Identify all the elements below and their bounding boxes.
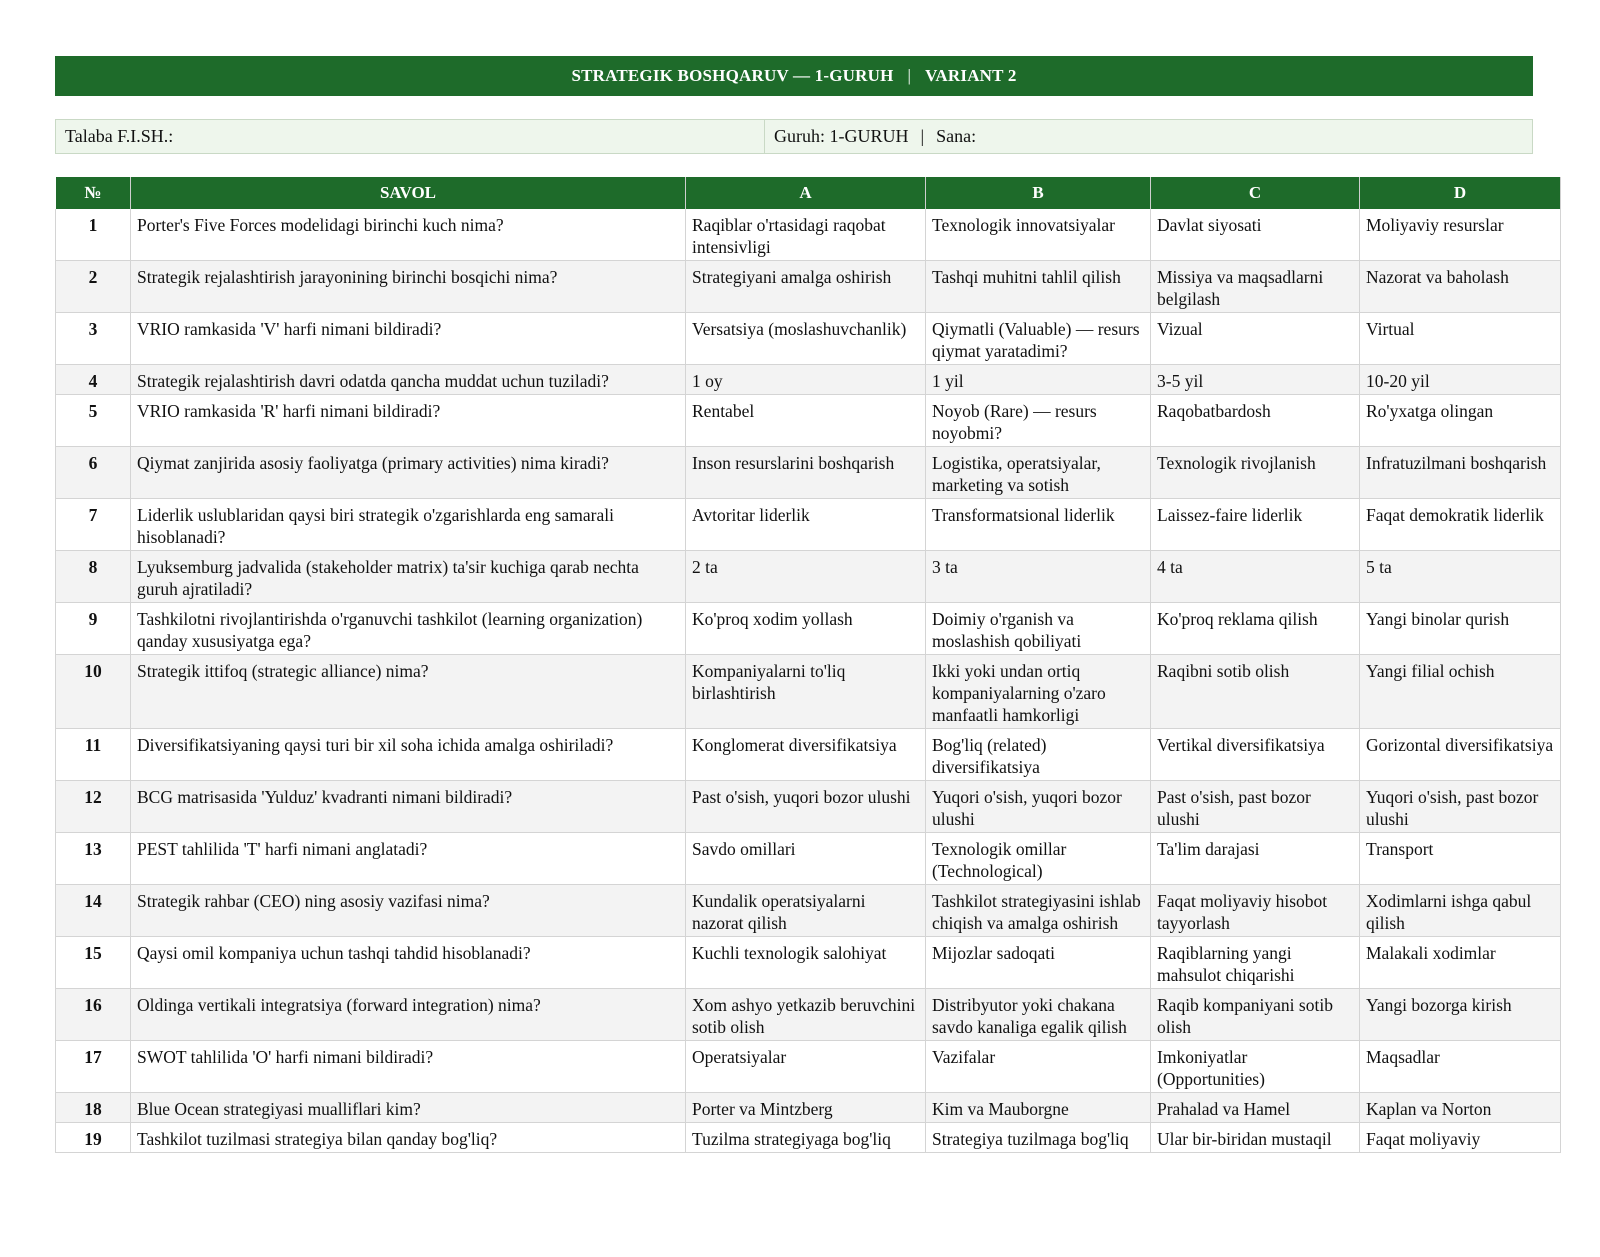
option-d: Yangi binolar qurish <box>1360 603 1561 655</box>
option-d: Kaplan va Norton <box>1360 1093 1561 1123</box>
option-c: Ko'proq reklama qilish <box>1151 603 1360 655</box>
option-d: 5 ta <box>1360 551 1561 603</box>
column-header-number: № <box>56 177 131 209</box>
question-text: Liderlik uslublaridan qaysi biri strategik o'zgarishlarda eng samarali hisoblanadi? <box>131 499 686 551</box>
question-text: SWOT tahlilida 'O' harfi nimani bildiradi? <box>131 1041 686 1093</box>
title-separator: | <box>907 66 912 85</box>
table-row <box>56 313 1561 365</box>
question-text: Strategik ittifoq (strategic alliance) nima? <box>131 655 686 729</box>
table-header-row <box>56 177 1561 209</box>
question-text: Qiymat zanjirida asosiy faoliyatga (primary activities) nima kiradi? <box>131 447 686 499</box>
document-title-bar <box>55 56 1533 96</box>
option-a: Savdo omillari <box>686 833 926 885</box>
table-row <box>56 499 1561 551</box>
date-label: Sana: <box>936 126 977 146</box>
question-number: 10 <box>56 655 131 729</box>
option-a: Past o'sish, yuqori bozor ulushi <box>686 781 926 833</box>
option-a: Xom ashyo yetkazib beruvchini sotib olish <box>686 989 926 1041</box>
question-text: Lyuksemburg jadvalida (stakeholder matrix) ta'sir kuchiga qarab nechta guruh ajratiladi? <box>131 551 686 603</box>
option-c: Missiya va maqsadlarni belgilash <box>1151 261 1360 313</box>
student-name-label: Talaba F.I.SH.: <box>65 126 174 146</box>
option-d: Gorizontal diversifikatsiya <box>1360 729 1561 781</box>
group-date-field <box>765 120 1532 153</box>
question-text: Strategik rejalashtirish jarayonining birinchi bosqichi nima? <box>131 261 686 313</box>
option-b: Transformatsional liderlik <box>926 499 1151 551</box>
option-d: Xodimlarni ishga qabul qilish <box>1360 885 1561 937</box>
question-number: 12 <box>56 781 131 833</box>
column-header-b: B <box>926 177 1151 209</box>
option-b: Bog'liq (related) diversifikatsiya <box>926 729 1151 781</box>
question-number: 7 <box>56 499 131 551</box>
table-row <box>56 1093 1561 1123</box>
column-header-a: A <box>686 177 926 209</box>
option-b: Distribyutor yoki chakana savdo kanaliga egalik qilish <box>926 989 1151 1041</box>
option-b: Ikki yoki undan ortiq kompaniyalarning o'zaro manfaatli hamkorligi <box>926 655 1151 729</box>
option-a: 2 ta <box>686 551 926 603</box>
option-c: Vizual <box>1151 313 1360 365</box>
option-c: Faqat moliyaviy hisobot tayyorlash <box>1151 885 1360 937</box>
table-row <box>56 885 1561 937</box>
option-c: Past o'sish, past bozor ulushi <box>1151 781 1360 833</box>
question-number: 16 <box>56 989 131 1041</box>
option-b: Mijozlar sadoqati <box>926 937 1151 989</box>
table-row <box>56 989 1561 1041</box>
option-b: Vazifalar <box>926 1041 1151 1093</box>
option-c: Raqiblarning yangi mahsulot chiqarishi <box>1151 937 1360 989</box>
question-text: Porter's Five Forces modelidagi birinchi kuch nima? <box>131 209 686 261</box>
option-b: Yuqori o'sish, yuqori bozor ulushi <box>926 781 1151 833</box>
option-b: Doimiy o'rganish va moslashish qobiliyati <box>926 603 1151 655</box>
option-d: Yangi filial ochish <box>1360 655 1561 729</box>
option-b: Logistika, operatsiyalar, marketing va sotish <box>926 447 1151 499</box>
option-b: Tashqi muhitni tahlil qilish <box>926 261 1151 313</box>
option-a: 1 oy <box>686 365 926 395</box>
option-c: Raqibni sotib olish <box>1151 655 1360 729</box>
question-number: 19 <box>56 1123 131 1153</box>
option-a: Raqiblar o'rtasidagi raqobat intensivligi <box>686 209 926 261</box>
question-number: 18 <box>56 1093 131 1123</box>
option-c: Ta'lim darajasi <box>1151 833 1360 885</box>
option-d: 10-20 yil <box>1360 365 1561 395</box>
question-number: 15 <box>56 937 131 989</box>
table-row <box>56 365 1561 395</box>
question-text: VRIO ramkasida 'V' harfi nimani bildiradi? <box>131 313 686 365</box>
question-text: Tashkilotni rivojlantirishda o'rganuvchi tashkilot (learning organization) qanday xususiyatga ega? <box>131 603 686 655</box>
option-c: Ular bir-biridan mustaqil <box>1151 1123 1360 1153</box>
question-number: 1 <box>56 209 131 261</box>
option-a: Operatsiyalar <box>686 1041 926 1093</box>
question-number: 17 <box>56 1041 131 1093</box>
question-text: BCG matrisasida 'Yulduz' kvadranti nimani bildiradi? <box>131 781 686 833</box>
table-row <box>56 1041 1561 1093</box>
option-d: Moliyaviy resurslar <box>1360 209 1561 261</box>
table-row <box>56 1123 1561 1153</box>
table-body <box>56 209 1561 1153</box>
document-title: STRATEGIK BOSHQARUV — 1-GURUH <box>571 66 894 85</box>
table-row <box>56 447 1561 499</box>
option-b: 3 ta <box>926 551 1151 603</box>
question-number: 11 <box>56 729 131 781</box>
option-d: Yangi bozorga kirish <box>1360 989 1561 1041</box>
option-b: Noyob (Rare) — resurs noyobmi? <box>926 395 1151 447</box>
question-text: Qaysi omil kompaniya uchun tashqi tahdid hisoblanadi? <box>131 937 686 989</box>
option-c: Raqib kompaniyani sotib olish <box>1151 989 1360 1041</box>
option-c: Vertikal diversifikatsiya <box>1151 729 1360 781</box>
option-a: Porter va Mintzberg <box>686 1093 926 1123</box>
option-c: 3-5 yil <box>1151 365 1360 395</box>
question-text: Strategik rejalashtirish davri odatda qancha muddat uchun tuziladi? <box>131 365 686 395</box>
option-b: Texnologik omillar (Technological) <box>926 833 1151 885</box>
option-a: Strategiyani amalga oshirish <box>686 261 926 313</box>
question-text: Tashkilot tuzilmasi strategiya bilan qanday bog'liq? <box>131 1123 686 1153</box>
option-a: Konglomerat diversifikatsiya <box>686 729 926 781</box>
table-row <box>56 937 1561 989</box>
column-header-question: SAVOL <box>131 177 686 209</box>
option-d: Faqat demokratik liderlik <box>1360 499 1561 551</box>
student-info-row <box>55 119 1533 154</box>
table-row <box>56 781 1561 833</box>
option-c: Imkoniyatlar (Opportunities) <box>1151 1041 1360 1093</box>
info-separator: | <box>920 126 925 146</box>
column-header-d: D <box>1360 177 1561 209</box>
option-d: Yuqori o'sish, past bozor ulushi <box>1360 781 1561 833</box>
question-text: PEST tahlilida 'T' harfi nimani anglatadi? <box>131 833 686 885</box>
question-text: Strategik rahbar (CEO) ning asosiy vazifasi nima? <box>131 885 686 937</box>
option-d: Nazorat va baholash <box>1360 261 1561 313</box>
option-a: Versatsiya (moslashuvchanlik) <box>686 313 926 365</box>
question-number: 8 <box>56 551 131 603</box>
column-header-c: C <box>1151 177 1360 209</box>
option-b: Qiymatli (Valuable) — resurs qiymat yaratadimi? <box>926 313 1151 365</box>
question-number: 6 <box>56 447 131 499</box>
question-text: Diversifikatsiyaning qaysi turi bir xil soha ichida amalga oshiriladi? <box>131 729 686 781</box>
option-d: Transport <box>1360 833 1561 885</box>
table-row <box>56 603 1561 655</box>
quiz-table <box>55 177 1561 1153</box>
question-text: Oldinga vertikali integratsiya (forward integration) nima? <box>131 989 686 1041</box>
variant-label: VARIANT 2 <box>925 66 1017 85</box>
option-a: Kundalik operatsiyalarni nazorat qilish <box>686 885 926 937</box>
table-row <box>56 395 1561 447</box>
option-b: Kim va Mauborgne <box>926 1093 1151 1123</box>
option-b: Tashkilot strategiyasini ishlab chiqish va amalga oshirish <box>926 885 1151 937</box>
option-d: Faqat moliyaviy <box>1360 1123 1561 1153</box>
option-a: Ko'proq xodim yollash <box>686 603 926 655</box>
option-a: Inson resurslarini boshqarish <box>686 447 926 499</box>
question-number: 3 <box>56 313 131 365</box>
question-text: Blue Ocean strategiyasi mualliflari kim? <box>131 1093 686 1123</box>
table-row <box>56 261 1561 313</box>
option-d: Malakali xodimlar <box>1360 937 1561 989</box>
option-a: Rentabel <box>686 395 926 447</box>
option-c: Raqobatbardosh <box>1151 395 1360 447</box>
table-row <box>56 729 1561 781</box>
question-number: 13 <box>56 833 131 885</box>
table-row <box>56 833 1561 885</box>
option-b: Strategiya tuzilmaga bog'liq <box>926 1123 1151 1153</box>
option-d: Maqsadlar <box>1360 1041 1561 1093</box>
table-row <box>56 551 1561 603</box>
question-number: 9 <box>56 603 131 655</box>
option-a: Kuchli texnologik salohiyat <box>686 937 926 989</box>
question-number: 14 <box>56 885 131 937</box>
question-number: 4 <box>56 365 131 395</box>
table-row <box>56 209 1561 261</box>
option-d: Infratuzilmani boshqarish <box>1360 447 1561 499</box>
question-number: 2 <box>56 261 131 313</box>
option-a: Tuzilma strategiyaga bog'liq <box>686 1123 926 1153</box>
option-a: Avtoritar liderlik <box>686 499 926 551</box>
option-a: Kompaniyalarni to'liq birlashtirish <box>686 655 926 729</box>
question-number: 5 <box>56 395 131 447</box>
option-b: 1 yil <box>926 365 1151 395</box>
option-c: Davlat siyosati <box>1151 209 1360 261</box>
question-text: VRIO ramkasida 'R' harfi nimani bildiradi? <box>131 395 686 447</box>
option-c: Laissez-faire liderlik <box>1151 499 1360 551</box>
option-c: Texnologik rivojlanish <box>1151 447 1360 499</box>
group-label: Guruh: 1-GURUH <box>774 126 909 146</box>
option-d: Ro'yxatga olingan <box>1360 395 1561 447</box>
option-b: Texnologik innovatsiyalar <box>926 209 1151 261</box>
option-d: Virtual <box>1360 313 1561 365</box>
option-c: Prahalad va Hamel <box>1151 1093 1360 1123</box>
table-row <box>56 655 1561 729</box>
student-name-field <box>56 120 765 153</box>
option-c: 4 ta <box>1151 551 1360 603</box>
